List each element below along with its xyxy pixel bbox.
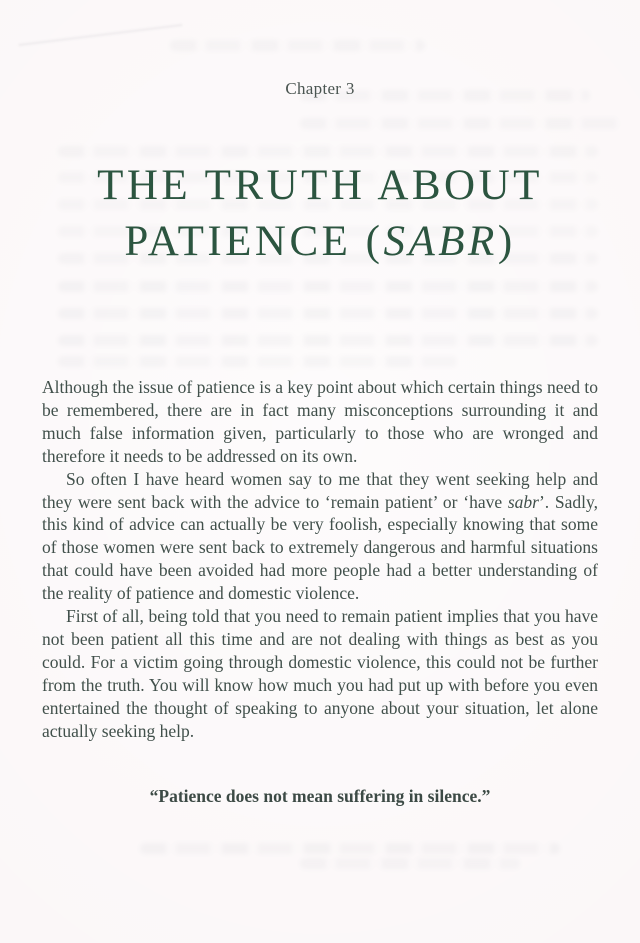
italic-text-segment: sabr	[507, 491, 539, 512]
paragraph-3	[42, 605, 598, 742]
pull-quote: “Patience does not mean suffering in silence.”	[149, 786, 491, 806]
text-segment: ’. Sadly, this kind of advice can actually be very foolish, especially knowing that some of those women were sent back to extremely dangerous and harmful situations that could have been avoided had more people had a better understanding of the reality of patience and domestic violence.	[42, 491, 598, 604]
text-segment: )	[497, 218, 516, 265]
chapter-title	[40, 158, 600, 270]
show-through-ghost-line	[140, 843, 560, 854]
show-through-ghost-line	[300, 858, 520, 869]
paragraph-1	[42, 376, 598, 468]
show-through-ghost-line	[58, 281, 598, 292]
show-through-ghost-line	[300, 118, 622, 129]
show-through-ghost-line	[58, 356, 458, 367]
chapter-title-line-1: THE TRUTH ABOUT	[97, 162, 543, 209]
paragraph-2	[42, 468, 598, 605]
body-text	[42, 376, 598, 743]
show-through-ghost-line	[58, 335, 598, 346]
text-segment: So often I have heard women say to me that they went seeking help and they were sent back with the advice to ‘remain patient’ or ‘have	[42, 468, 598, 512]
text-segment: PATIENCE (	[124, 218, 384, 265]
text-segment: Although the issue of patience is a key point about which certain things need to be remembered, there are in fact many misconceptions surrounding it and much false information given, particularly to those who are wronged and therefore it needs to be addressed on its own.	[42, 377, 598, 466]
page-crease	[18, 24, 182, 46]
show-through-ghost-line	[170, 40, 425, 51]
show-through-ghost-line	[58, 308, 598, 319]
italic-text-segment: SABR	[383, 218, 498, 265]
show-through-ghost-line	[58, 146, 598, 157]
chapter-title-line-2	[40, 214, 600, 270]
chapter-label: Chapter 3	[285, 79, 355, 98]
text-segment: First of all, being told that you need to remain patient implies that you have not been patient all this time and are not dealing with things as best as you could. For a victim going through domestic violence, this could not be further from the truth. You will know how much you had put up with before you even entertained the thought of speaking to anyone about your situation, let alone actually seeking help.	[42, 606, 598, 741]
